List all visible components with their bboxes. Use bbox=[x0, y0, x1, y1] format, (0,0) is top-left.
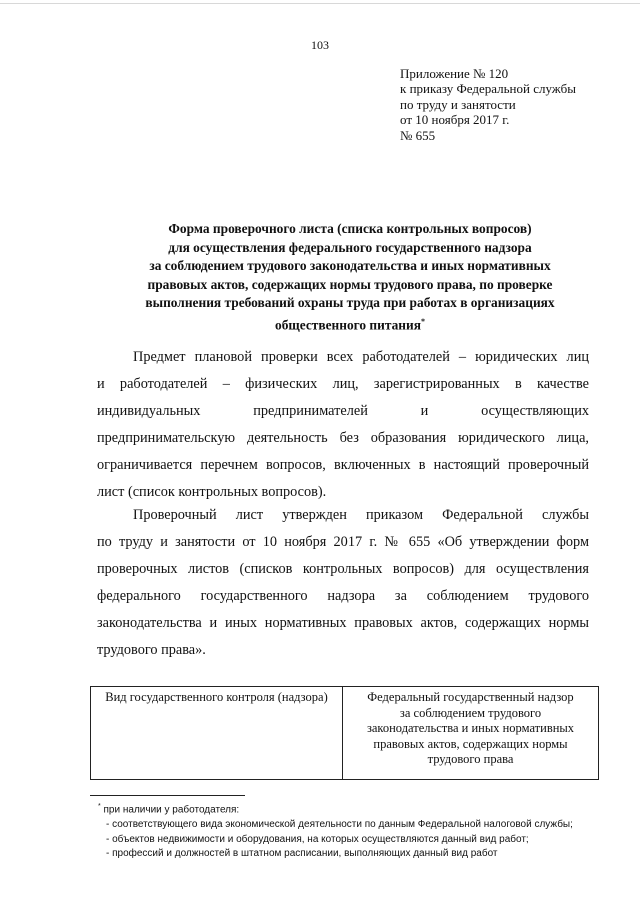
paragraph-line: и работодателей – физических лиц, зарегистрированных в качестве bbox=[97, 376, 589, 392]
control-type-value-line: правовых актов, содержащих нормы bbox=[373, 736, 568, 751]
control-type-value-line: Федеральный государственный надзор bbox=[367, 690, 574, 704]
paragraph-line: трудового права». bbox=[97, 642, 206, 658]
appendix-line: от 10 ноября 2017 г. bbox=[400, 112, 510, 128]
table-row bbox=[91, 687, 599, 780]
paragraph-line: по труду и занятости от 10 ноября 2017 г. № 655 «Об утверждении форм bbox=[97, 534, 589, 550]
appendix-line: к приказу Федеральной службы bbox=[400, 81, 576, 97]
appendix-line: по труду и занятости bbox=[400, 96, 516, 112]
control-type-value-line: законодательства и иных нормативных bbox=[366, 721, 575, 736]
footnote bbox=[98, 800, 618, 862]
appendix-line: № 655 bbox=[400, 127, 436, 143]
page-number: 103 bbox=[311, 38, 329, 52]
control-type-table bbox=[90, 686, 599, 780]
footnote-item: - объектов недвижимости и оборудования, на которых осуществляются данный вид работ; bbox=[106, 833, 529, 845]
footnote-item: - профессий и должностей в штатном расписании, выполняющих данный вид работ bbox=[106, 848, 498, 860]
title-line: общественного питания bbox=[275, 317, 421, 333]
title-line-last bbox=[100, 313, 600, 335]
footnote-item: - соответствующего вида экономической деятельности по данным Федеральной налоговой службы; bbox=[106, 818, 573, 830]
footnote-intro: при наличии у работодателя: bbox=[100, 804, 240, 816]
control-type-value-line: трудового права bbox=[427, 752, 514, 767]
control-type-label: Вид государственного контроля (надзора) bbox=[105, 690, 328, 704]
paragraph-approval bbox=[97, 502, 589, 664]
control-type-value-line: за соблюдением трудового bbox=[399, 705, 542, 720]
paragraph-line: предпринимательскую деятельность без образования юридического лица, bbox=[97, 430, 589, 446]
paragraph-line: Предмет плановой проверки всех работодателей – юридических лиц bbox=[133, 349, 589, 365]
paragraph-subject bbox=[97, 344, 589, 506]
appendix-line: Приложение № 120 bbox=[400, 66, 509, 81]
paragraph-line: ограничивается перечнем вопросов, включенных в настоящий проверочный bbox=[97, 457, 589, 473]
footnote-mark: * bbox=[420, 316, 425, 326]
control-type-value-cell bbox=[343, 687, 599, 780]
title-line: за соблюдением трудового законодательства и иных нормативных bbox=[149, 258, 551, 274]
footnote-intro-line bbox=[98, 800, 618, 818]
paragraph-line: законодательства и иных нормативных правовых актов, содержащих нормы bbox=[97, 615, 589, 631]
title-line: правовых актов, содержащих нормы трудового права, по проверке bbox=[147, 276, 553, 292]
paragraph-line: лист (список контрольных вопросов). bbox=[97, 484, 327, 500]
title-line: выполнения требований охраны труда при работах в организациях bbox=[145, 295, 555, 311]
title-line: Форма проверочного листа (списка контрольных вопросов) bbox=[168, 221, 532, 236]
footnote-separator bbox=[90, 795, 245, 796]
paragraph-line: федерального государственного надзора за соблюдением трудового bbox=[97, 588, 589, 604]
paragraph-line: проверочных листов (списков контрольных вопросов) для осуществления bbox=[97, 561, 589, 577]
title-line: для осуществления федерального государственного надзора bbox=[168, 239, 532, 255]
scan-top-edge bbox=[0, 3, 640, 4]
paragraph-line: Проверочный лист утвержден приказом Федеральной службы bbox=[133, 507, 589, 523]
footnote-mark: * bbox=[98, 803, 101, 810]
control-type-label-cell bbox=[91, 687, 343, 780]
paragraph-line: индивидуальных предпринимателей и осуществляющих bbox=[97, 403, 589, 419]
appendix-block bbox=[400, 66, 630, 143]
document-title bbox=[100, 220, 600, 335]
